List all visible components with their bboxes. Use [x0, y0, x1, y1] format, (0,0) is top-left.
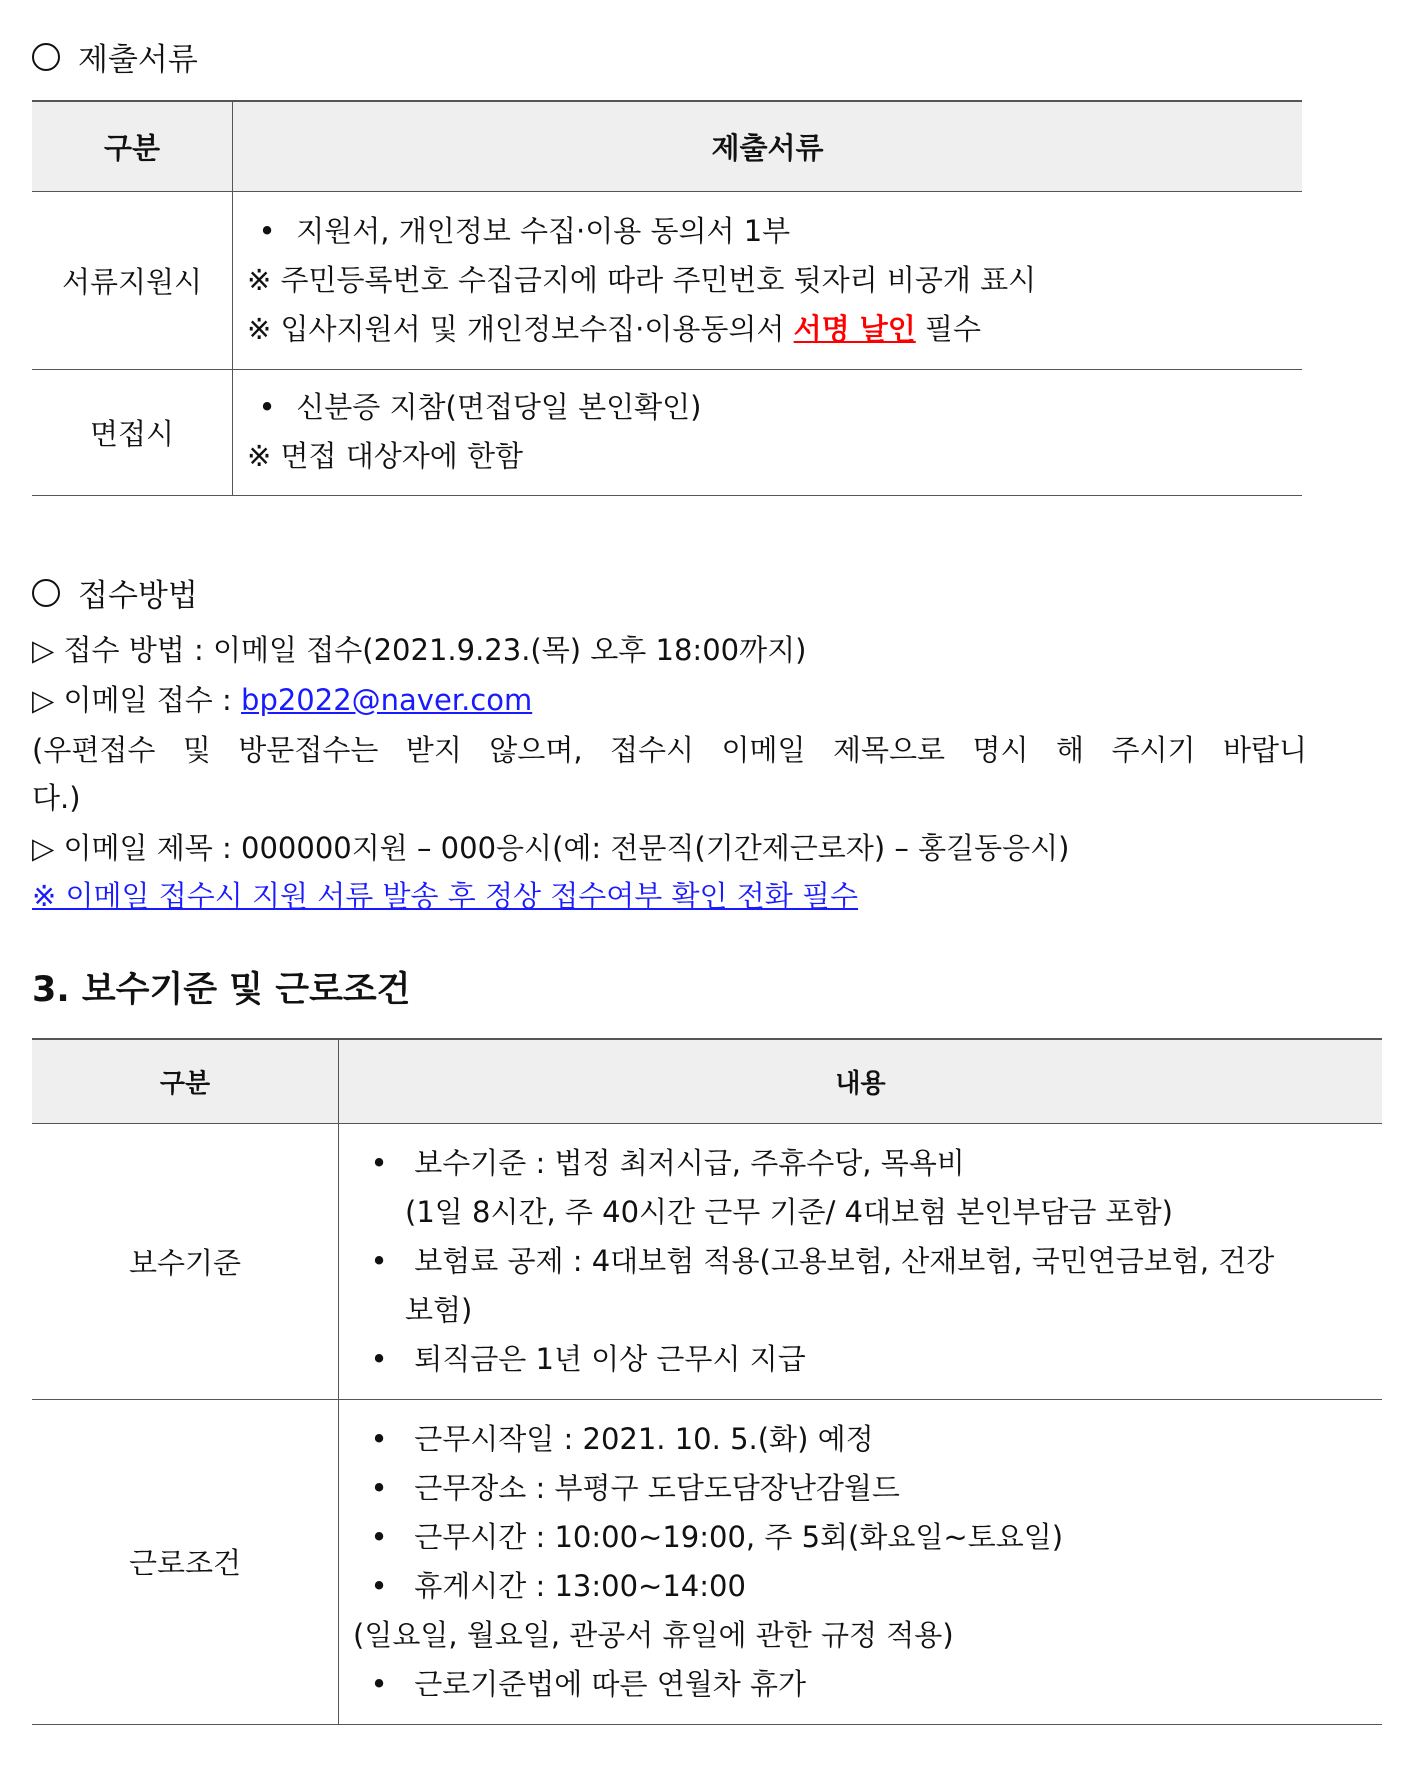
circle-icon	[32, 579, 60, 607]
circle-icon	[32, 43, 60, 71]
header-documents: 제출서류	[233, 101, 1303, 191]
documents-table	[32, 100, 1302, 496]
section-title: 제출서류	[78, 42, 198, 78]
header-category: 구분	[32, 1039, 339, 1123]
table-header-row	[32, 101, 1302, 191]
section-heading-receipt	[32, 570, 198, 615]
section-3-title: 3. 보수기준 및 근로조건	[32, 970, 411, 1010]
list-item: 휴게시간 : 13:00~14:00	[414, 1568, 746, 1603]
row-category: 면접시	[32, 369, 233, 495]
list-item: 지원서, 개인정보 수집·이용 동의서 1부	[296, 213, 791, 248]
bullet-icon: •	[370, 1145, 388, 1180]
note-line: ※ 면접 대상자에 한함	[247, 439, 524, 473]
row-content	[339, 1123, 1383, 1399]
list-item-sub: (일요일, 월요일, 관공서 휴일에 관한 규정 적용)	[353, 1617, 954, 1652]
note-line: ※ 주민등록번호 수집금지에 따라 주민번호 뒷자리 비공개 표시	[247, 262, 1037, 297]
emphasis-text: 서명 날인	[793, 311, 916, 346]
list-item: 근무시간 : 10:00~19:00, 주 5회(화요일~토요일)	[414, 1519, 1064, 1554]
bullet-icon: •	[370, 1341, 388, 1376]
list-item: 근로기준법에 따른 연월차 휴가	[414, 1666, 807, 1701]
list-item: 보험료 공제 : 4대보험 적용(고용보험, 산재보험, 국민연금보험, 건강	[414, 1243, 1275, 1278]
bullet-icon: •	[370, 1666, 388, 1701]
bullet-icon: •	[370, 1519, 388, 1554]
receipt-note: (우편접수 및 방문접수는 받지 않으며, 접수시 이메일 제목으로 명시 해 주시기 바랍니	[32, 733, 1307, 767]
receipt-method: ▷ 접수 방법 : 이메일 접수(2021.9.23.(목) 오후 18:00까지)	[32, 633, 807, 667]
header-content: 내용	[339, 1039, 1383, 1123]
section-heading-documents	[32, 34, 198, 79]
receipt-note-cont: 다.)	[32, 781, 81, 815]
list-item-cont: 보험)	[405, 1292, 473, 1327]
bullet-icon: •	[370, 1243, 388, 1278]
table-row	[32, 1123, 1382, 1399]
row-category: 서류지원시	[32, 191, 233, 369]
list-item-sub: (1일 8시간, 주 40시간 근무 기준/ 4대보험 본인부담금 포함)	[405, 1194, 1173, 1229]
table-row	[32, 1399, 1382, 1724]
row-content	[233, 369, 1303, 495]
row-content	[233, 191, 1303, 369]
list-item: 퇴직금은 1년 이상 근무시 지급	[414, 1341, 806, 1376]
receipt-email-line: ▷ 이메일 접수 : bp2022@naver.com	[32, 683, 533, 717]
bullet-icon: •	[370, 1470, 388, 1505]
header-category: 구분	[32, 101, 233, 191]
list-item: 근무시작일 : 2021. 10. 5.(화) 예정	[414, 1421, 874, 1456]
receipt-confirm-note[interactable]: ※ 이메일 접수시 지원 서류 발송 후 정상 접수여부 확인 전화 필수	[32, 879, 859, 913]
bullet-icon: •	[370, 1568, 388, 1603]
table-row	[32, 191, 1302, 369]
email-link[interactable]: bp2022@naver.com	[241, 683, 533, 717]
list-item: 신분증 지참(면접당일 본인확인)	[296, 390, 702, 424]
row-content	[339, 1399, 1383, 1724]
table-row	[32, 369, 1302, 495]
bullet-icon: •	[370, 1421, 388, 1456]
list-item: 보수기준 : 법정 최저시급, 주휴수당, 목욕비	[414, 1145, 965, 1180]
receipt-subject: ▷ 이메일 제목 : 000000지원 – 000응시(예: 전문직(기간제근로자) – 홍길동응시)	[32, 831, 1070, 865]
bullet-icon: •	[258, 213, 276, 248]
pay-conditions-table	[32, 1038, 1382, 1725]
note-line: ※ 입사지원서 및 개인정보수집·이용동의서 서명 날인 필수	[247, 311, 982, 346]
section-title: 접수방법	[78, 578, 198, 614]
bullet-icon: •	[258, 390, 276, 424]
list-item: 근무장소 : 부평구 도담도담장난감월드	[414, 1470, 900, 1505]
table-header-row	[32, 1039, 1382, 1123]
row-category: 보수기준	[32, 1123, 339, 1399]
row-category: 근로조건	[32, 1399, 339, 1724]
